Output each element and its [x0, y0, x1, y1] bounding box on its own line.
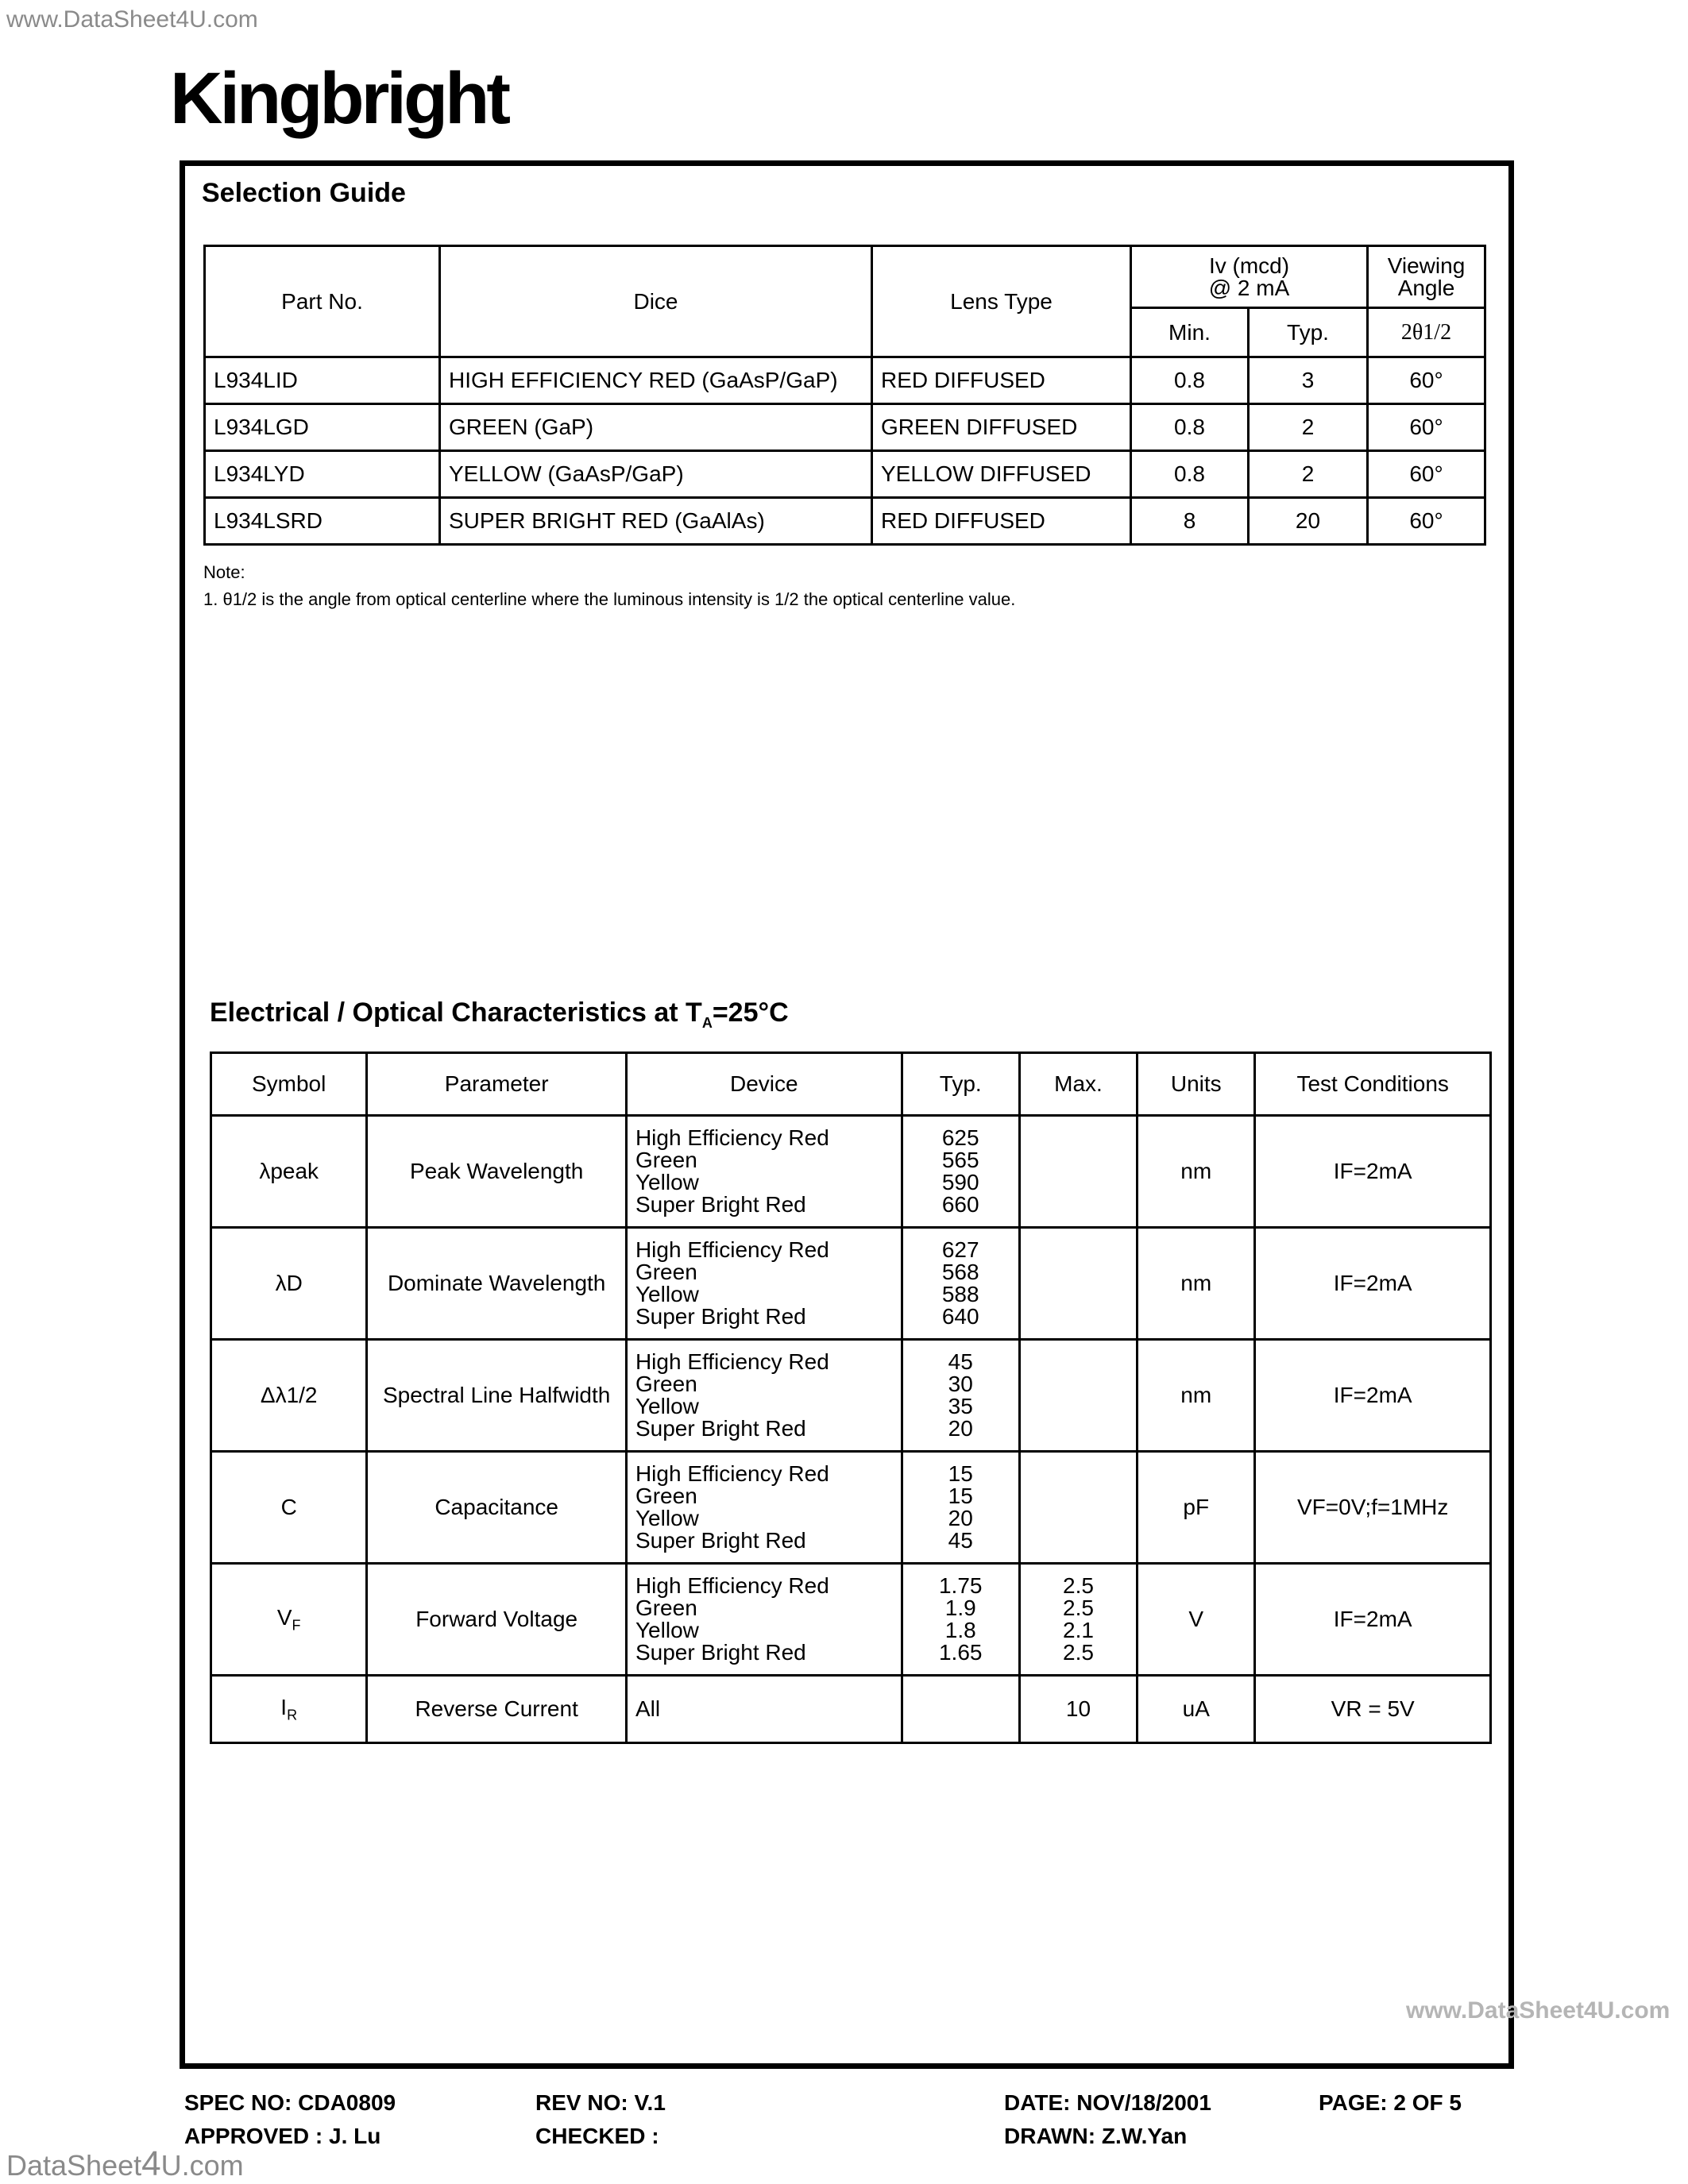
- parameter: Forward Voltage: [367, 1564, 627, 1676]
- device-list: [626, 1564, 902, 1676]
- units: uA: [1138, 1676, 1255, 1743]
- iv-typ: 2: [1249, 404, 1368, 451]
- device: High Efficiency Red: [635, 1349, 829, 1374]
- device: Super Bright Red: [635, 1528, 806, 1553]
- typ-value: 625: [941, 1125, 979, 1150]
- typ-value: 1.75: [938, 1573, 983, 1598]
- dice: YELLOW (GaAsP/GaP): [440, 451, 872, 498]
- header-parameter: Parameter: [367, 1053, 627, 1116]
- units: nm: [1138, 1340, 1255, 1452]
- typ-value: 568: [941, 1260, 979, 1284]
- watermark-bottom-c: U.com: [160, 2149, 244, 2182]
- watermark-bottom-b: 4: [141, 2144, 161, 2183]
- typ-value: 660: [941, 1192, 979, 1217]
- typ-value: 45: [948, 1349, 973, 1374]
- symbol: Δλ1/2: [211, 1340, 367, 1452]
- lens-type: GREEN DIFFUSED: [872, 404, 1131, 451]
- units: nm: [1138, 1116, 1255, 1228]
- watermark-right: www.DataSheet4U.com: [1406, 1997, 1671, 2024]
- lens-type: YELLOW DIFFUSED: [872, 451, 1131, 498]
- device: Green: [635, 1484, 697, 1508]
- header-typ: Typ.: [1249, 308, 1368, 357]
- parameter: Reverse Current: [367, 1676, 627, 1743]
- device: High Efficiency Red: [635, 1461, 829, 1486]
- device: Yellow: [635, 1282, 699, 1306]
- test-conditions: IF=2mA: [1255, 1228, 1491, 1340]
- header-units: Units: [1138, 1053, 1255, 1116]
- device-list: [626, 1676, 902, 1743]
- footer-checked: CHECKED :: [535, 2124, 659, 2148]
- typ-values: [902, 1116, 1019, 1228]
- device-list: [626, 1452, 902, 1564]
- typ-value: 588: [941, 1282, 979, 1306]
- symbol-main: I: [280, 1694, 288, 1719]
- header-angle-symbol: 2θ1/2: [1368, 308, 1485, 357]
- header-max: Max.: [1019, 1053, 1137, 1116]
- max-values: [1019, 1564, 1137, 1676]
- symbol-sub: R: [287, 1707, 298, 1723]
- typ-values: [902, 1564, 1019, 1676]
- brand-logo: Kingbright: [170, 58, 508, 139]
- device: Yellow: [635, 1170, 699, 1194]
- dice: GREEN (GaP): [440, 404, 872, 451]
- test-conditions: VF=0V;f=1MHz: [1255, 1452, 1491, 1564]
- max-value: 2.5: [1063, 1640, 1094, 1665]
- typ-values: [902, 1228, 1019, 1340]
- lens-type: RED DIFFUSED: [872, 357, 1131, 404]
- footer-rev-no: REV NO: V.1: [535, 2090, 666, 2115]
- device: High Efficiency Red: [635, 1237, 829, 1262]
- table-row: [205, 357, 1485, 404]
- symbol: λpeak: [211, 1116, 367, 1228]
- typ-value: 640: [941, 1304, 979, 1329]
- dice: SUPER BRIGHT RED (GaAlAs): [440, 498, 872, 545]
- typ-values: [902, 1452, 1019, 1564]
- viewing-angle: 60°: [1368, 404, 1485, 451]
- device-list: [626, 1116, 902, 1228]
- device: Super Bright Red: [635, 1640, 806, 1665]
- footer-date: DATE: NOV/18/2001: [1004, 2090, 1211, 2115]
- header-viewing-angle: [1368, 246, 1485, 308]
- max-value: 2.5: [1063, 1596, 1094, 1620]
- parameter: Peak Wavelength: [367, 1116, 627, 1228]
- max-value: 10: [1065, 1696, 1091, 1721]
- symbol-sub: F: [292, 1617, 301, 1634]
- device: Green: [635, 1596, 697, 1620]
- part-number: L934LGD: [205, 404, 440, 451]
- parameter: Capacitance: [367, 1452, 627, 1564]
- iv-typ: 20: [1249, 498, 1368, 545]
- typ-value: 627: [941, 1237, 979, 1262]
- iv-min: 0.8: [1131, 404, 1249, 451]
- max-value: 2.5: [1063, 1573, 1094, 1598]
- part-number: L934LSRD: [205, 498, 440, 545]
- header-symbol: Symbol: [211, 1053, 367, 1116]
- typ-value: 15: [948, 1461, 973, 1486]
- test-conditions: IF=2mA: [1255, 1564, 1491, 1676]
- header-viewing-line1: Viewing: [1387, 253, 1466, 278]
- device: Super Bright Red: [635, 1304, 806, 1329]
- device: High Efficiency Red: [635, 1125, 829, 1150]
- device: Super Bright Red: [635, 1192, 806, 1217]
- iv-typ: 2: [1249, 451, 1368, 498]
- device: Green: [635, 1372, 697, 1396]
- max-values: [1019, 1452, 1137, 1564]
- header-test-conditions: Test Conditions: [1255, 1053, 1491, 1116]
- symbol: [211, 1676, 367, 1743]
- table-row: [205, 498, 1485, 545]
- footer-page: PAGE: 2 OF 5: [1319, 2090, 1462, 2115]
- viewing-angle: 60°: [1368, 451, 1485, 498]
- typ-value: 30: [948, 1372, 973, 1396]
- symbol-main: V: [276, 1604, 292, 1630]
- lens-type: RED DIFFUSED: [872, 498, 1131, 545]
- footer-spec-no: SPEC NO: CDA0809: [184, 2090, 396, 2115]
- device-list: [626, 1228, 902, 1340]
- header-viewing-line2: Angle: [1397, 275, 1455, 300]
- watermark-top: www.DataSheet4U.com: [6, 6, 258, 33]
- electrical-title-prefix: Electrical / Optical Characteristics at T: [210, 997, 702, 1028]
- header-min: Min.: [1131, 308, 1249, 357]
- header-dice: Dice: [440, 246, 872, 357]
- header-device: Device: [626, 1053, 902, 1116]
- header-iv: [1131, 246, 1368, 308]
- typ-value: 590: [941, 1170, 979, 1194]
- iv-min: 0.8: [1131, 451, 1249, 498]
- dice: HIGH EFFICIENCY RED (GaAsP/GaP): [440, 357, 872, 404]
- typ-value: 35: [948, 1394, 973, 1418]
- symbol: λD: [211, 1228, 367, 1340]
- units: pF: [1138, 1452, 1255, 1564]
- footer-approved: APPROVED : J. Lu: [184, 2124, 381, 2148]
- table-row: [211, 1228, 1491, 1340]
- device: Super Bright Red: [635, 1416, 806, 1441]
- parameter: Spectral Line Halfwidth: [367, 1340, 627, 1452]
- note-1: 1. θ1/2 is the angle from optical centerline where the luminous intensity is 1/2 the optical centerline value.: [203, 589, 1016, 609]
- iv-min: 8: [1131, 498, 1249, 545]
- viewing-angle: 60°: [1368, 357, 1485, 404]
- test-conditions: VR = 5V: [1255, 1676, 1491, 1743]
- device-list: [626, 1340, 902, 1452]
- table-row: [211, 1340, 1491, 1452]
- electrical-table: [210, 1051, 1492, 1744]
- typ-value: 1.9: [944, 1596, 976, 1620]
- typ-value: 565: [941, 1148, 979, 1172]
- typ-value: 1.65: [938, 1640, 983, 1665]
- units: V: [1138, 1564, 1255, 1676]
- symbol: C: [211, 1452, 367, 1564]
- max-value: 2.1: [1063, 1618, 1094, 1642]
- header-typ: Typ.: [902, 1053, 1019, 1116]
- max-values: [1019, 1340, 1137, 1452]
- test-conditions: IF=2mA: [1255, 1116, 1491, 1228]
- max-values: [1019, 1116, 1137, 1228]
- note-label: Note:: [203, 562, 245, 582]
- iv-typ: 3: [1249, 357, 1368, 404]
- device: Yellow: [635, 1394, 699, 1418]
- table-row: [211, 1676, 1491, 1743]
- header-iv-line2: @ 2 mA: [1208, 275, 1290, 300]
- typ-value: 1.8: [944, 1618, 976, 1642]
- table-row: [211, 1116, 1491, 1228]
- electrical-title-suffix: =25°C: [712, 997, 789, 1028]
- footer-drawn: DRAWN: Z.W.Yan: [1004, 2124, 1188, 2148]
- max-values: [1019, 1676, 1137, 1743]
- device: High Efficiency Red: [635, 1573, 829, 1598]
- device: Green: [635, 1260, 697, 1284]
- part-number: L934LID: [205, 357, 440, 404]
- symbol: [211, 1564, 367, 1676]
- header-lens-type: Lens Type: [872, 246, 1131, 357]
- typ-values: [902, 1676, 1019, 1743]
- units: nm: [1138, 1228, 1255, 1340]
- typ-value: 20: [948, 1506, 973, 1530]
- iv-min: 0.8: [1131, 357, 1249, 404]
- device: All: [635, 1696, 661, 1721]
- test-conditions: IF=2mA: [1255, 1340, 1491, 1452]
- device: Yellow: [635, 1618, 699, 1642]
- selection-guide-table: [203, 245, 1486, 546]
- typ-value: 20: [948, 1416, 973, 1441]
- selection-guide-title: Selection Guide: [202, 178, 406, 208]
- watermark-bottom: [6, 2144, 244, 2184]
- typ-value: 15: [948, 1484, 973, 1508]
- typ-values: [902, 1340, 1019, 1452]
- typ-value: 45: [948, 1528, 973, 1553]
- table-row: [211, 1452, 1491, 1564]
- viewing-angle: 60°: [1368, 498, 1485, 545]
- table-row: [205, 404, 1485, 451]
- max-values: [1019, 1228, 1137, 1340]
- watermark-bottom-a: DataSheet: [6, 2149, 142, 2182]
- part-number: L934LYD: [205, 451, 440, 498]
- device: Green: [635, 1148, 697, 1172]
- device: Yellow: [635, 1506, 699, 1530]
- notes: [203, 559, 1015, 613]
- electrical-title: [210, 997, 789, 1032]
- electrical-title-sub: A: [701, 1014, 713, 1031]
- table-row: [205, 451, 1485, 498]
- header-iv-line1: Iv (mcd): [1208, 253, 1290, 278]
- header-part-no: Part No.: [205, 246, 440, 357]
- table-row: [211, 1564, 1491, 1676]
- parameter: Dominate Wavelength: [367, 1228, 627, 1340]
